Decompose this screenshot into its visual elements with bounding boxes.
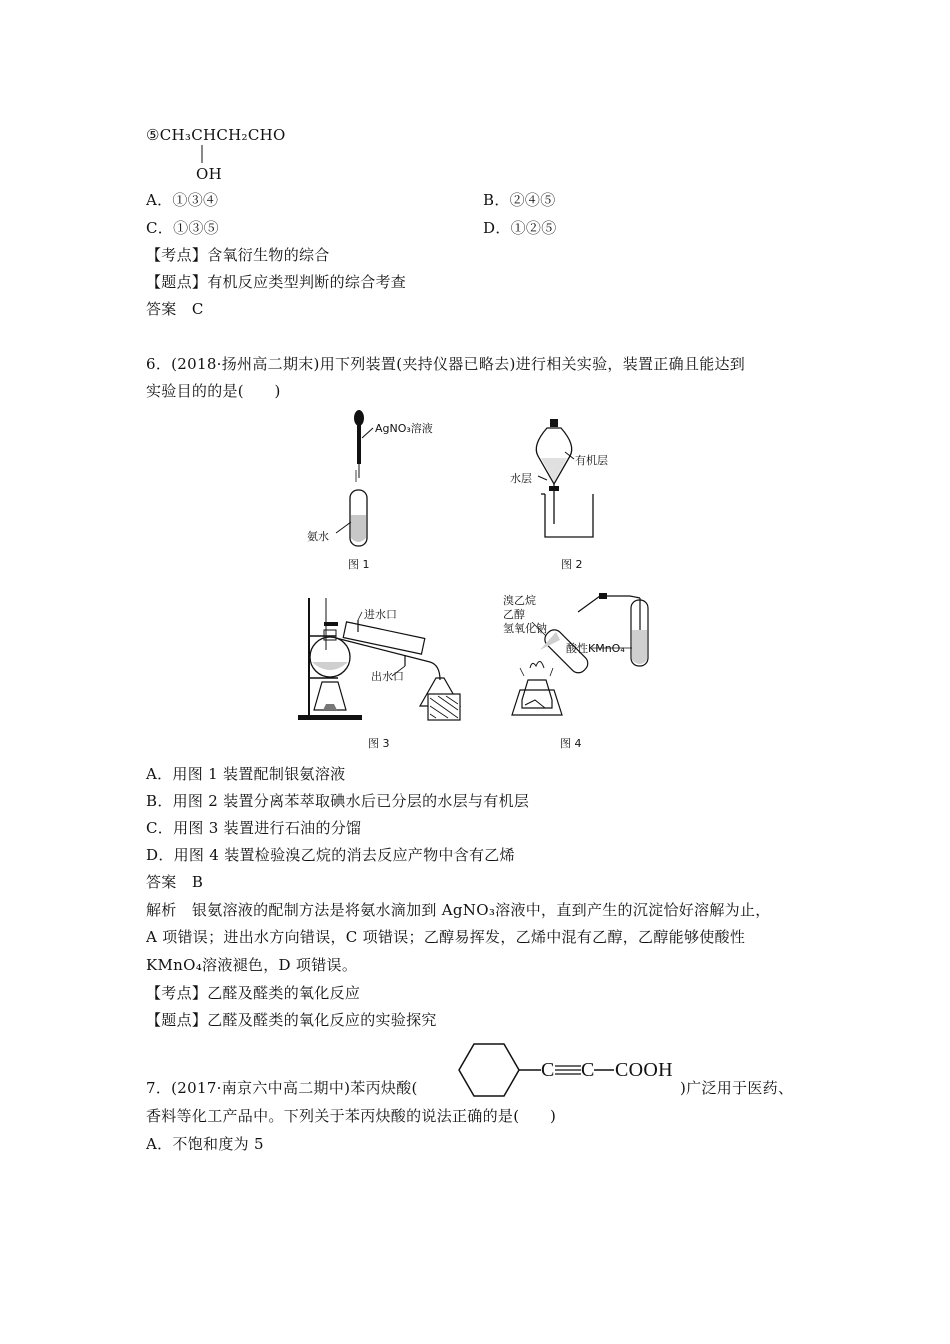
q6-option-d: D．用图 4 装置检验溴乙烷的消去反应产物中含有乙烯 (146, 846, 515, 864)
q5-option-b: B．②④⑤ (483, 191, 556, 209)
fig1-reagent-label: AgNO₃溶液 (375, 422, 433, 435)
fig3-water-out-label: 出水口 (371, 670, 404, 683)
q6-option-c: C．用图 3 装置进行石油的分馏 (146, 819, 362, 837)
q6-option-b: B．用图 2 装置分离苯萃取碘水后已分层的水层与有机层 (146, 792, 530, 810)
fig1-caption: 图 1 (348, 558, 370, 571)
q7-structure-c1: C (541, 1059, 555, 1081)
fig3-water-in-label: 进水口 (364, 608, 397, 621)
q7-stem-line2: 香料等化工产品中。下列关于苯丙炔酸的说法正确的是( ) (146, 1107, 557, 1125)
q7-stem-prefix: 7．(2017·南京六中高二期中)苯丙炔酸( (146, 1079, 418, 1097)
q5-option-c: C．①③⑤ (146, 219, 219, 237)
fig4-solution-label: 酸性KMnO₄ (566, 642, 625, 655)
q5-option-a: A．①③④ (146, 191, 219, 209)
q6-stem-line2: 实验目的的是( ) (146, 382, 281, 400)
q5-tidian: 【题点】有机反应类型判断的综合考查 (146, 273, 407, 291)
fig2-caption: 图 2 (561, 558, 583, 571)
fig4-caption: 图 4 (560, 737, 582, 750)
q7-stem-suffix: )广泛用于医药、 (680, 1079, 794, 1097)
q5-answer: 答案 C (146, 300, 204, 318)
q5-formula-main: ⑤CH₃CHCH₂CHO (146, 126, 286, 144)
q5-option-d: D．①②⑤ (483, 219, 557, 237)
fig4-reagent3-label: 氢氧化钠 (503, 622, 547, 635)
fig3-caption: 图 3 (368, 737, 390, 750)
fig2-top-layer-label: 有机层 (575, 454, 608, 467)
fig2-bottom-layer-label: 水层 (510, 472, 532, 485)
q6-option-a: A．用图 1 装置配制银氨溶液 (146, 765, 346, 783)
q6-analysis-line1: 解析 银氨溶液的配制方法是将氨水滴加到 AgNO₃溶液中，直到产生的沉淀恰好溶解为止， (146, 901, 771, 919)
fig4-reagent2-label: 乙醇 (503, 608, 525, 621)
q6-answer: 答案 B (146, 873, 204, 891)
q6-kaodian: 【考点】乙醛及醛类的氧化反应 (146, 984, 361, 1002)
q6-analysis-line3: KMnO₄溶液褪色，D 项错误。 (146, 956, 358, 974)
q6-tidian: 【题点】乙醛及醛类的氧化反应的实验探究 (146, 1011, 437, 1029)
fig1-liquid-label: 氨水 (307, 530, 329, 543)
q6-analysis-line2: A 项错误；进出水方向错误，C 项错误；乙醇易挥发，乙烯中混有乙醇，乙醇能够使酸性 (146, 928, 746, 946)
q7-structure-c2: C (581, 1059, 595, 1081)
q7-structure-cooh: COOH (615, 1059, 673, 1081)
q5-formula-branch: OH (196, 165, 222, 183)
q7-option-a: A．不饱和度为 5 (146, 1135, 264, 1153)
q5-kaodian: 【考点】含氧衍生物的综合 (146, 246, 330, 264)
q6-stem-line1: 6．(2018·扬州高二期末)用下列装置(夹持仪器已略去)进行相关实验，装置正确且能达到 (146, 355, 746, 373)
fig4-reagent1-label: 溴乙烷 (503, 594, 536, 607)
